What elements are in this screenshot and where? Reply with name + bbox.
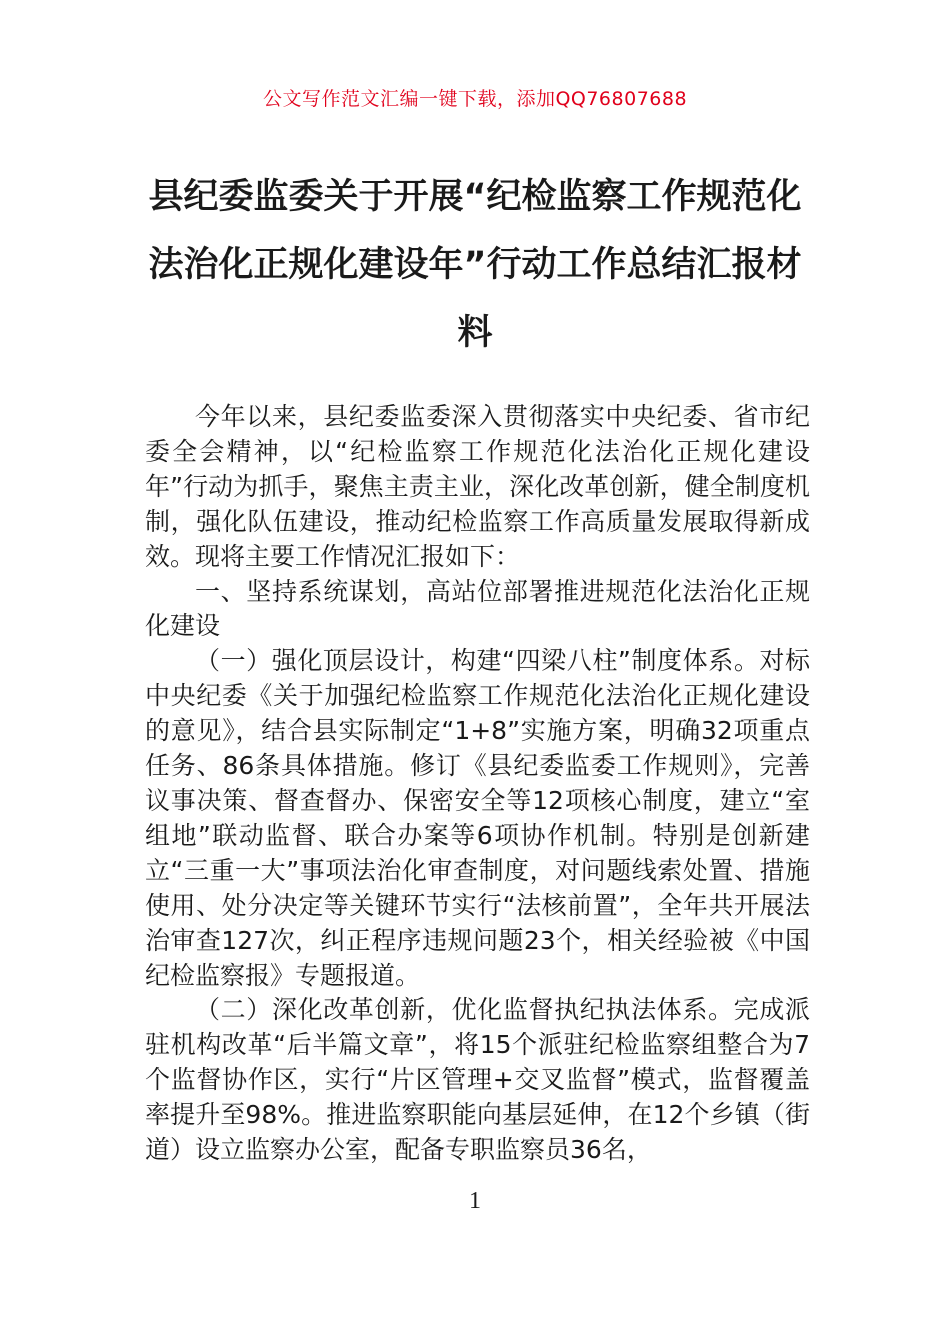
document-body [145, 400, 810, 1168]
section-heading-1: 一、坚持系统谋划，高站位部署推进规范化法治化正规化建设 [145, 576, 810, 641]
intro-paragraph: 今年以来，县纪委监委深入贯彻落实中央纪委、省市纪委全会精神，以“纪检监察工作规范化法治化正规化建设年”行动为抓手，聚焦主责主业，深化改革创新，健全制度机制，强化队伍建设，推动纪检监察工作高质量发展取得新成效。现将主要工作情况汇报如下： [145, 402, 810, 571]
document-title: 县纪委监委关于开展“纪检监察工作规范化法治化正规化建设年”行动工作总结汇报材料 [148, 177, 802, 353]
subsection-paragraph-1: （一）强化顶层设计，构建“四梁八柱”制度体系。对标中央纪委《关于加强纪检监察工作规范化法治化正规化建设的意见》，结合县实际制定“1+8”实施方案，明确32项重点任务、86条具体措施。修订《县纪委监委工作规则》，完善议事决策、督查督办、保密安全等12项核心制度，建立“室组地”联动监督、联合办案等6项协作机制。特别是创新建立“三重一大”事项法治化审查制度，对问题线索处置、措施使用、处分决定等关键环节实行“法核前置”，全年共开展法治审查127次，纠正程序违规问题23个，相关经验被《中国纪检监察报》专题报道。 [145, 646, 810, 990]
header-download-note: 公文写作范文汇编一键下载，添加QQ76807688 [262, 88, 688, 110]
subsection-paragraph-2: （二）深化改革创新，优化监督执纪执法体系。完成派驻机构改革“后半篇文章”，将15个派驻纪检监察组整合为7个监督协作区，实行“片区管理+交叉监督”模式，监督覆盖率提升至98%。推进监察职能向基层延伸，在12个乡镇（街道）设立监察办公室，配备专职监察员36名， [145, 995, 810, 1165]
page-number: 1 [469, 1188, 481, 1214]
